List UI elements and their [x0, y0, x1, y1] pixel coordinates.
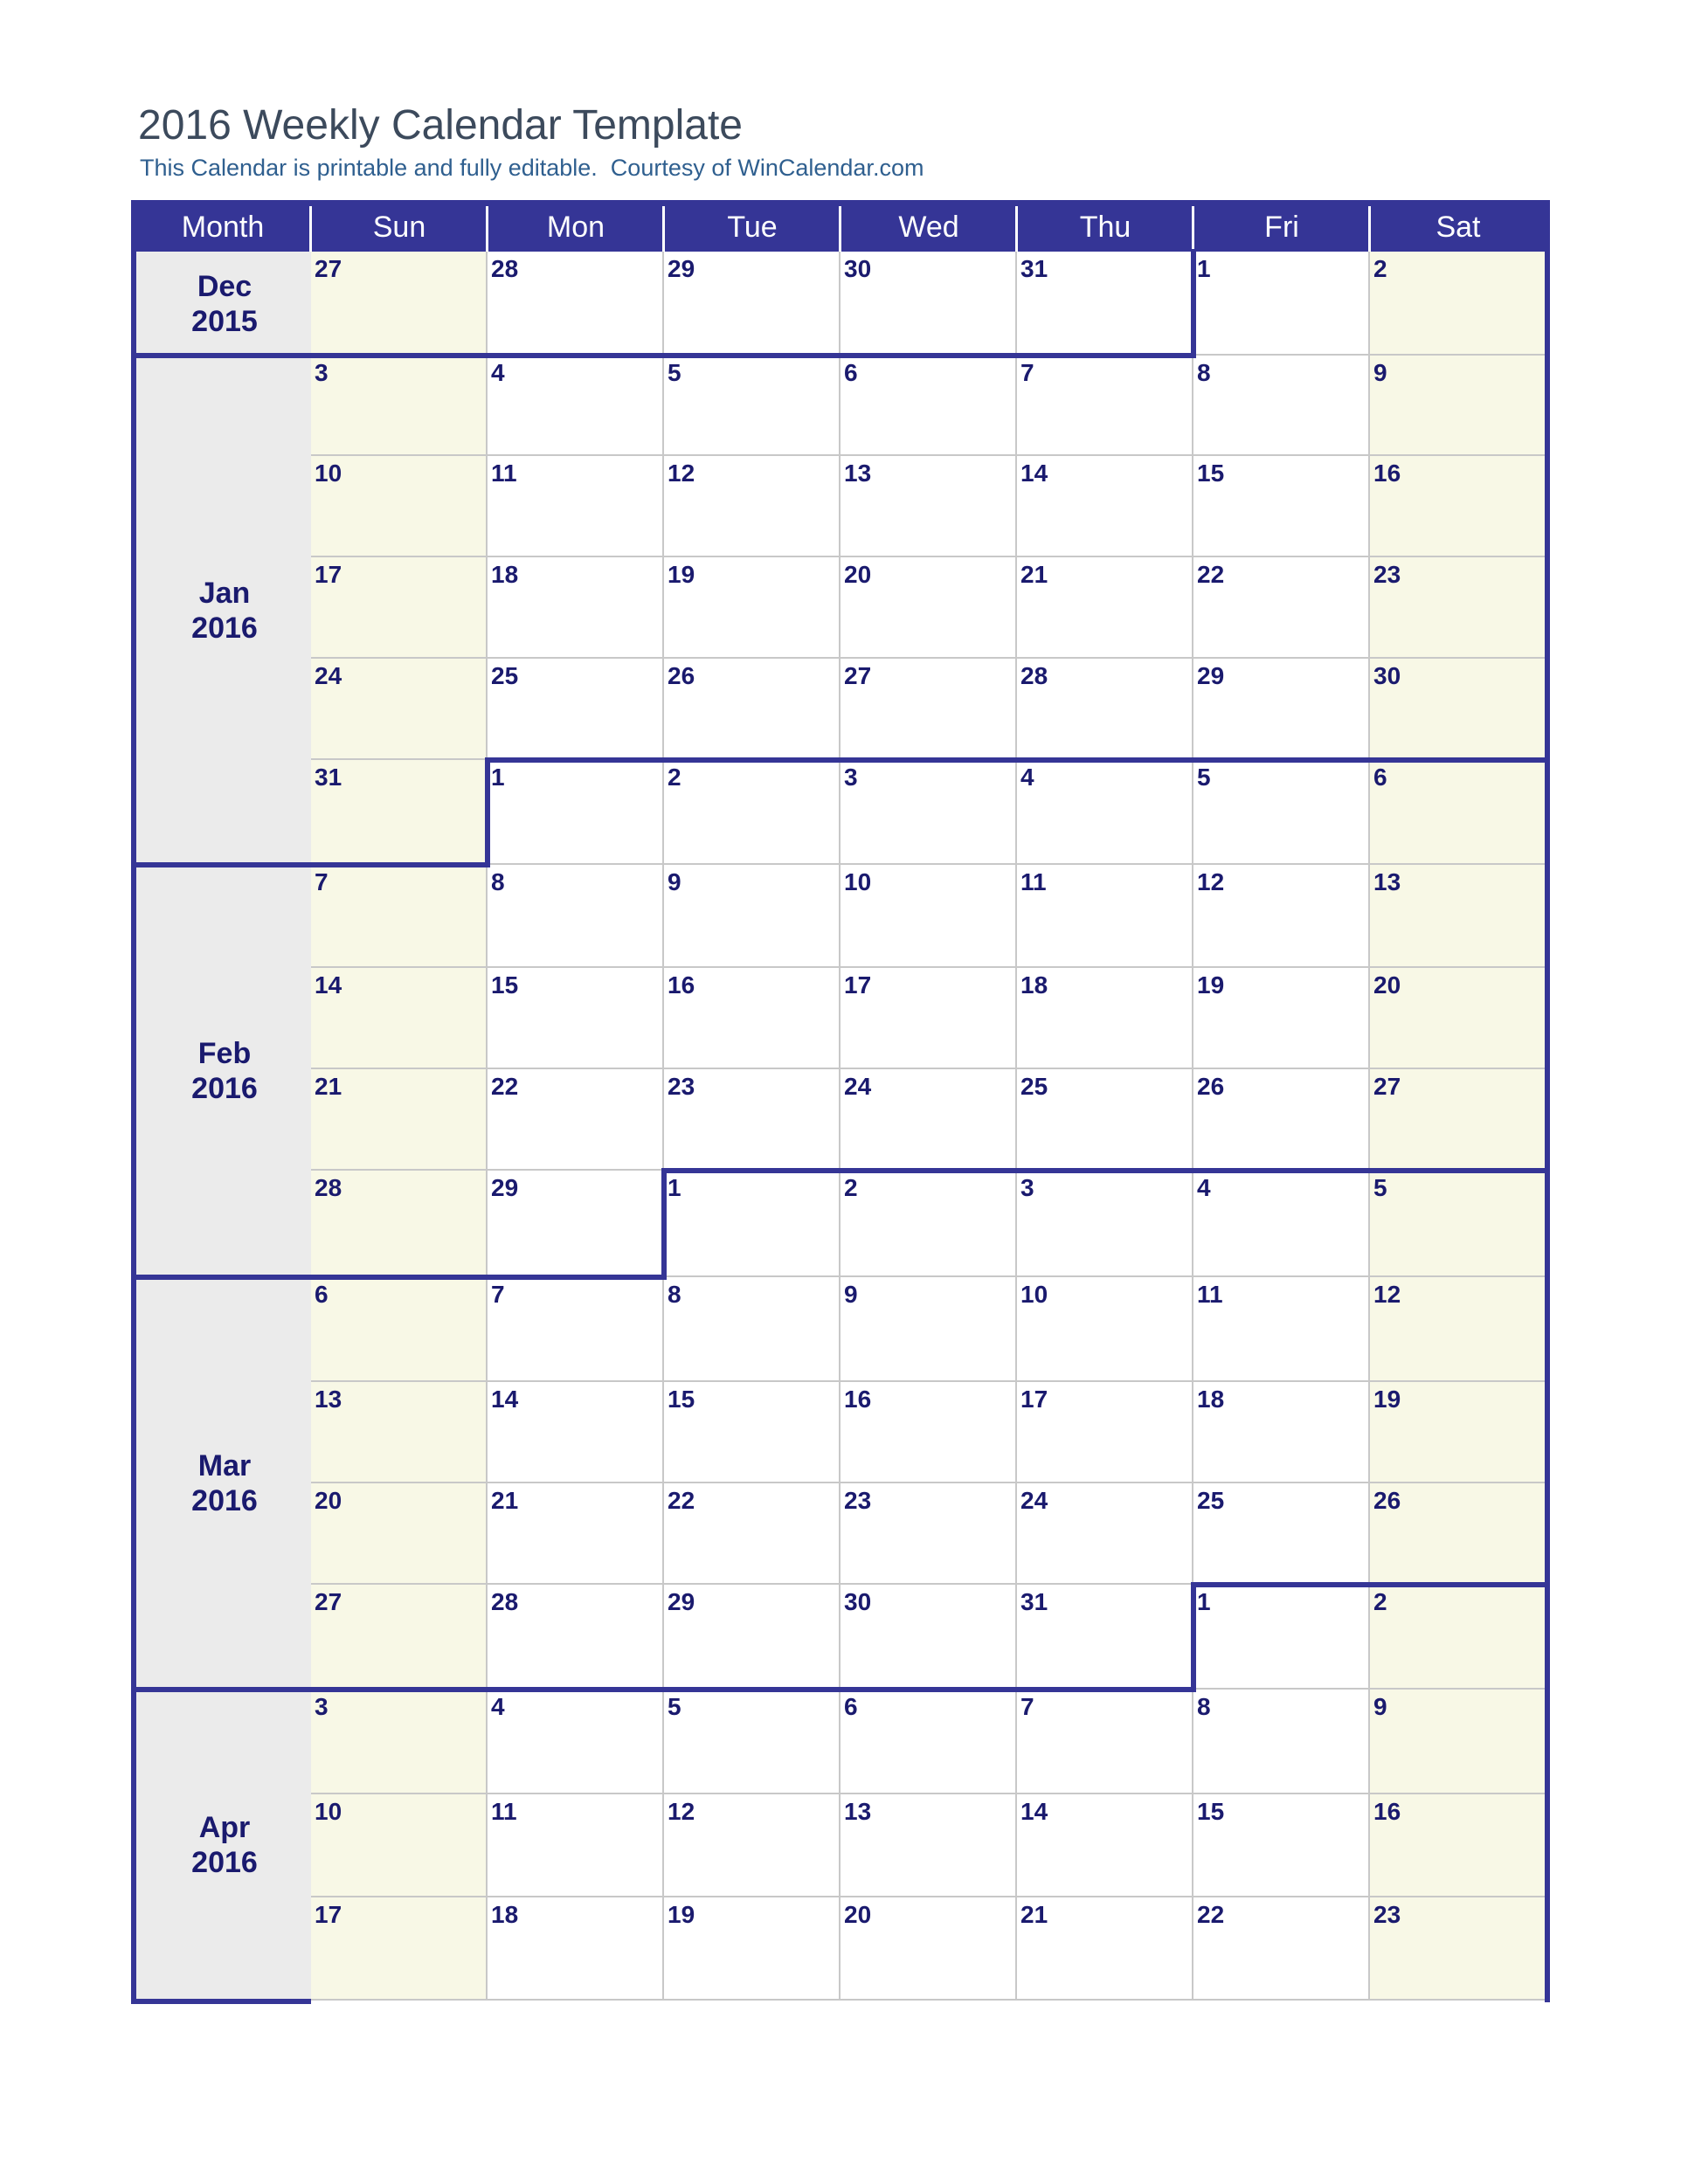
- day-number: 8: [1197, 1693, 1211, 1720]
- day-number: 22: [491, 1073, 519, 1100]
- day-cell[interactable]: [841, 1277, 1017, 1382]
- day-cell[interactable]: [841, 1690, 1017, 1794]
- month-label-dec-2015: [138, 269, 311, 339]
- column-header-sat: Sat: [1435, 211, 1481, 244]
- day-number: 3: [315, 359, 329, 386]
- day-number: 29: [668, 1588, 695, 1615]
- day-number: 15: [1197, 460, 1225, 487]
- day-number: 9: [1373, 359, 1387, 386]
- day-number: 20: [315, 1487, 342, 1514]
- column-header-mon: Mon: [546, 211, 605, 244]
- day-number: 7: [315, 868, 329, 895]
- day-number: 7: [1020, 1693, 1034, 1720]
- month-boundary: [661, 1168, 1550, 1173]
- day-number: 13: [844, 1798, 872, 1825]
- day-number: 3: [315, 1693, 329, 1720]
- month-boundary: [661, 1168, 667, 1277]
- day-number: 21: [1020, 1901, 1048, 1928]
- day-number: 17: [844, 971, 872, 999]
- day-number: 16: [1373, 1798, 1401, 1825]
- day-number: 5: [668, 1693, 681, 1720]
- day-number: 3: [1020, 1174, 1034, 1201]
- month-name: Apr: [198, 1811, 251, 1844]
- day-number: 10: [844, 868, 872, 895]
- month-boundary: [1191, 249, 1196, 356]
- day-cell[interactable]: [1370, 1585, 1546, 1690]
- month-boundary: [485, 757, 490, 865]
- day-number: 22: [668, 1487, 695, 1514]
- day-number: 12: [668, 1798, 695, 1825]
- column-header-tue: Tue: [727, 211, 778, 244]
- month-year: 2016: [191, 1484, 258, 1517]
- day-number: 20: [844, 561, 872, 588]
- day-number: 12: [1197, 868, 1225, 895]
- header-divider: [309, 206, 312, 252]
- day-number: 28: [1020, 662, 1048, 689]
- header-divider: [1368, 206, 1371, 252]
- day-number: 4: [491, 1693, 505, 1720]
- day-number: 14: [315, 971, 342, 999]
- day-number: 26: [668, 662, 695, 689]
- day-number: 1: [1197, 255, 1211, 282]
- day-number: 23: [844, 1487, 872, 1514]
- day-cell[interactable]: [664, 1277, 841, 1382]
- day-number: 24: [315, 662, 342, 689]
- day-number: 21: [315, 1073, 342, 1100]
- day-number: 15: [668, 1386, 695, 1413]
- day-number: 21: [491, 1487, 519, 1514]
- day-number: 11: [491, 1798, 517, 1825]
- day-number: 30: [844, 255, 872, 282]
- day-cell[interactable]: [311, 865, 488, 968]
- day-cell[interactable]: [664, 760, 841, 865]
- month-boundary: [131, 1687, 1196, 1692]
- day-number: 16: [1373, 460, 1401, 487]
- day-number: 19: [1373, 1386, 1401, 1413]
- day-number: 18: [1197, 1386, 1225, 1413]
- header-divider: [839, 206, 841, 252]
- day-number: 15: [1197, 1798, 1225, 1825]
- day-number: 15: [491, 971, 519, 999]
- day-cell[interactable]: [1017, 1690, 1193, 1794]
- month-boundary: [485, 757, 1550, 763]
- day-cell[interactable]: [664, 356, 841, 456]
- day-number: 8: [491, 868, 505, 895]
- day-number: 19: [668, 561, 695, 588]
- day-cell[interactable]: [841, 760, 1017, 865]
- day-number: 14: [1020, 1798, 1048, 1825]
- day-number: 31: [1020, 255, 1048, 282]
- day-cell[interactable]: [1370, 1171, 1546, 1277]
- month-label-apr-2016: [138, 1810, 311, 1880]
- day-number: 28: [491, 1588, 519, 1615]
- day-number: 18: [1020, 971, 1048, 999]
- day-cell[interactable]: [311, 1690, 488, 1794]
- page-title: 2016 Weekly Calendar Template: [138, 102, 743, 149]
- day-number: 14: [1020, 460, 1048, 487]
- day-number: 1: [668, 1174, 681, 1201]
- month-boundary: [131, 862, 490, 867]
- header-divider: [1015, 206, 1018, 252]
- day-number: 11: [1197, 1281, 1223, 1308]
- day-cell[interactable]: [311, 356, 488, 456]
- day-number: 22: [1197, 1901, 1225, 1928]
- day-number: 8: [1197, 359, 1211, 386]
- month-label-jan-2016: [138, 576, 311, 646]
- day-number: 4: [1197, 1174, 1211, 1201]
- day-number: 27: [315, 255, 342, 282]
- day-number: 26: [1197, 1073, 1225, 1100]
- border-bottom-month: [131, 1999, 311, 2004]
- day-number: 2: [1373, 1588, 1387, 1615]
- day-number: 10: [315, 460, 342, 487]
- day-number: 13: [1373, 868, 1401, 895]
- day-number: 30: [844, 1588, 872, 1615]
- day-number: 5: [668, 359, 681, 386]
- day-number: 5: [1197, 764, 1211, 791]
- page-subtitle: This Calendar is printable and fully editable. Courtesy of WinCalendar.com: [140, 155, 924, 181]
- day-number: 25: [1197, 1487, 1225, 1514]
- day-number: 3: [844, 764, 858, 791]
- month-year: 2015: [191, 304, 258, 338]
- month-boundary: [131, 1275, 667, 1280]
- day-number: 16: [668, 971, 695, 999]
- day-number: 2: [844, 1174, 858, 1201]
- day-cell[interactable]: [1193, 1585, 1370, 1690]
- day-number: 27: [315, 1588, 342, 1615]
- day-cell[interactable]: [488, 356, 664, 456]
- day-cell[interactable]: [1193, 760, 1370, 865]
- month-name: Jan: [198, 576, 251, 610]
- day-number: 6: [1373, 764, 1387, 791]
- day-number: 28: [491, 255, 519, 282]
- day-number: 6: [315, 1281, 329, 1308]
- day-cell[interactable]: [1193, 356, 1370, 456]
- day-number: 24: [844, 1073, 872, 1100]
- day-cell[interactable]: [841, 1171, 1017, 1277]
- header-divider: [486, 206, 488, 252]
- day-number: 26: [1373, 1487, 1401, 1514]
- day-number: 17: [315, 1901, 342, 1928]
- day-cell[interactable]: [664, 1690, 841, 1794]
- day-cell[interactable]: [488, 865, 664, 968]
- day-number: 19: [1197, 971, 1225, 999]
- day-cell[interactable]: [488, 760, 664, 865]
- month-name: Dec: [197, 269, 253, 303]
- day-number: 25: [1020, 1073, 1048, 1100]
- day-cell[interactable]: [664, 865, 841, 968]
- day-number: 11: [491, 460, 517, 487]
- month-label-feb-2016: [138, 1036, 311, 1106]
- day-number: 6: [844, 1693, 858, 1720]
- day-number: 21: [1020, 561, 1048, 588]
- day-cell[interactable]: [1193, 1690, 1370, 1794]
- day-number: 13: [844, 460, 872, 487]
- day-cell[interactable]: [488, 1690, 664, 1794]
- day-number: 29: [491, 1174, 519, 1201]
- day-number: 12: [668, 460, 695, 487]
- day-number: 10: [315, 1798, 342, 1825]
- day-number: 2: [1373, 255, 1387, 282]
- month-boundary: [1191, 1582, 1550, 1587]
- day-number: 2: [668, 764, 681, 791]
- day-cell[interactable]: [1370, 252, 1546, 356]
- day-cell[interactable]: [1017, 760, 1193, 865]
- day-number: 13: [315, 1386, 342, 1413]
- day-number: 10: [1020, 1281, 1048, 1308]
- day-cell[interactable]: [311, 1277, 488, 1382]
- month-label-mar-2016: [138, 1448, 311, 1518]
- day-number: 20: [844, 1901, 872, 1928]
- day-number: 8: [668, 1281, 681, 1308]
- month-name: Mar: [197, 1449, 252, 1482]
- day-number: 27: [1373, 1073, 1401, 1100]
- day-cell[interactable]: [1193, 252, 1370, 356]
- day-number: 25: [491, 662, 519, 689]
- day-number: 12: [1373, 1281, 1401, 1308]
- day-number: 4: [1020, 764, 1034, 791]
- day-cell[interactable]: [488, 1277, 664, 1382]
- day-number: 22: [1197, 561, 1225, 588]
- day-number: 16: [844, 1386, 872, 1413]
- day-number: 9: [668, 868, 681, 895]
- day-number: 7: [491, 1281, 505, 1308]
- day-number: 18: [491, 561, 519, 588]
- month-boundary: [131, 353, 1196, 358]
- day-number: 7: [1020, 359, 1034, 386]
- border-right: [1545, 200, 1550, 2002]
- month-year: 2016: [191, 611, 258, 645]
- border-left: [131, 200, 136, 2004]
- day-number: 23: [1373, 561, 1401, 588]
- day-number: 6: [844, 359, 858, 386]
- day-number: 29: [668, 255, 695, 282]
- day-number: 24: [1020, 1487, 1048, 1514]
- column-header-fri: Fri: [1264, 211, 1299, 244]
- column-header-wed: Wed: [898, 211, 959, 244]
- month-year: 2016: [191, 1846, 258, 1879]
- header-divider: [1192, 206, 1194, 252]
- day-cell[interactable]: [1017, 1171, 1193, 1277]
- day-number: 11: [1020, 868, 1047, 895]
- day-number: 31: [315, 764, 342, 791]
- day-cell[interactable]: [1370, 760, 1546, 865]
- header-divider: [662, 206, 665, 252]
- day-number: 1: [491, 764, 505, 791]
- day-number: 5: [1373, 1174, 1387, 1201]
- month-year: 2016: [191, 1072, 258, 1105]
- day-number: 17: [1020, 1386, 1048, 1413]
- day-number: 23: [1373, 1901, 1401, 1928]
- day-cell[interactable]: [664, 1171, 841, 1277]
- column-header-month: Month: [181, 211, 265, 244]
- day-number: 1: [1197, 1588, 1211, 1615]
- day-number: 18: [491, 1901, 519, 1928]
- day-number: 27: [844, 662, 872, 689]
- day-cell[interactable]: [1193, 1171, 1370, 1277]
- day-number: 14: [491, 1386, 519, 1413]
- day-number: 9: [1373, 1693, 1387, 1720]
- day-number: 4: [491, 359, 505, 386]
- day-number: 29: [1197, 662, 1225, 689]
- day-cell[interactable]: [1017, 356, 1193, 456]
- day-number: 31: [1020, 1588, 1048, 1615]
- day-number: 9: [844, 1281, 858, 1308]
- day-number: 17: [315, 561, 342, 588]
- day-number: 19: [668, 1901, 695, 1928]
- day-cell[interactable]: [1370, 1690, 1546, 1794]
- day-number: 23: [668, 1073, 695, 1100]
- month-boundary: [1191, 1582, 1196, 1690]
- column-header-sun: Sun: [372, 211, 426, 244]
- column-header-thu: Thu: [1079, 211, 1131, 244]
- day-cell[interactable]: [1370, 356, 1546, 456]
- month-name: Feb: [197, 1037, 252, 1070]
- day-cell[interactable]: [841, 356, 1017, 456]
- day-number: 20: [1373, 971, 1401, 999]
- day-number: 28: [315, 1174, 342, 1201]
- day-number: 30: [1373, 662, 1401, 689]
